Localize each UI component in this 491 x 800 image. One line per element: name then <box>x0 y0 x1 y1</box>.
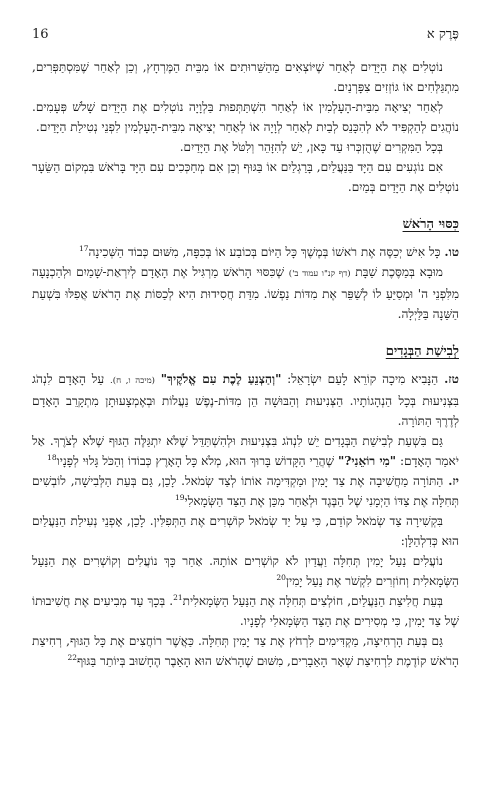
page-number: 16 <box>32 27 49 42</box>
paragraph: בְּכָל הַמִּקְרִים שֶׁהֻזְכְּרוּ עַד כָּאן, יֵשׁ לְהִזָּהֵר וְלִטֹּל אֶת הַיָּדַיִם. <box>179 140 443 154</box>
paragraph-number: טז. <box>444 372 459 386</box>
footnote-marker: 17 <box>78 243 89 253</box>
paragraph-number: טו. <box>444 245 459 259</box>
paragraph-text: מוּבָא בְּמַסֶּכֶת שַׁבָּת <box>355 265 443 279</box>
paragraph-text: . בְּכָךְ עַד מְבִיעִים אֶת חֲשִׁיבוּתוֹ שֶׁל צַד יָמִין, כִּי מְסִירִים אֶת הַצַּד הַשְּׂמָאלִי לְפָנָיו. <box>32 594 459 628</box>
page-header <box>32 26 459 48</box>
citation: (מיכה ו, ח). <box>110 376 155 386</box>
paragraph-text: גַּם בִּשְׁעַת לְבִישַׁת הַבְּגָדִים יֵשׁ לִנְהֹג בִּצְנִיעוּת וּלְהִשְׁתַּדֵּל שֶׁלֹּא יִתְגַּלֶּה הַגּוּף שֶׁלֹּא לְצֹרֶךְ. אַל יֹאמַר הָאָדָם: <box>32 434 459 468</box>
paragraph-text: כָּל אִישׁ יְכַסֶּה אֶת רֹאשׁוֹ בְּמֶשֶׁךְ כָּל הַיּוֹם בְּכוֹבַע אוֹ בְּכִפָּה, מִשּׁוּם כְּבוֹד הַשְּׁכִינָה <box>88 245 441 259</box>
quote: "מִי רוֹאֵנִי?" <box>337 454 397 468</box>
paragraph: אִם נוֹגְעִים עִם הַיָּד בַּנַּעֲלַיִם, בָּרַגְלַיִם אוֹ בַּגּוּף וְכֵן אִם מְחַכְּכִים עִם הַיָּד בָּרֹאשׁ בִּמְקוֹם הַשֵּׂעָר נוֹטְלִים אֶת הַיָּדַיִם בְּמַיִם. <box>32 160 459 194</box>
section-heading: כִּסּוּי הָרֹאשׁ <box>402 217 459 232</box>
quote: "וְהַצְנֵעַ לֶכֶת עִם אֱלֹקֶיךָ" <box>160 372 282 386</box>
paragraph-text: שֶׁהֲרֵי הַקָּדוֹשׁ בָּרוּךְ הוּא, מְלֹא כָּל הָאָרֶץ כְּבוֹדוֹ וְהַכֹּל גָּלוּי לְפָנָיו <box>56 454 338 468</box>
paragraph: לְאַחַר יְצִיאָה מִבֵּית-הָעָלְמִין אוֹ לְאַחַר הִשְׁתַּתְּפוּת בַּלְוָיָה נוֹטְלִים אֶת הַיָּדַיִם שָׁלֹשׁ פְּעָמִים. נוֹהֲגִים לְהַקְפִּיד לֹא לְהִכָּנֵס לְבַיִת לְאַחַר לְוָיָה אוֹ לְאַחַר יְצִיאָה מִבֵּית-הָעָלְמִין לִפְנֵי נְטִילַת הַיָּדַיִם. <box>32 100 459 134</box>
paragraph <box>32 551 459 591</box>
paragraph-text: הַתּוֹרָה מַחֲשִׁיבָה אֶת צַד יָמִין וּמַקְדִּימָה אוֹתוֹ לְצַד שְׂמֹאל. לָכֵן, גַּם בְּעֵת הַלְּבִישָׁה, לוֹבְשִׁים תְּחִלָּה אֶת צַדּוֹ הַיְמָנִי שֶׁל הַבֶּגֶד וּלְאַחַר מִכֵּן אֶת הַצַּד הַשְּׂמָאלִי <box>32 474 459 508</box>
document-body <box>32 57 459 671</box>
footnote-marker: 20 <box>276 572 286 582</box>
section-heading: לְבִישַׁת הַבְּגָדִים <box>385 344 459 359</box>
paragraph <box>32 591 459 631</box>
paragraph: נוֹטְלִים אֶת הַיָּדַיִם לְאַחַר שֶׁיּוֹצְאִים מֵהַשֵּׁרוּתִים אוֹ מִבֵּית הַמֶּרְחָץ, וְכֵן לְאַחַר שֶׁמִּסְתַּפְּרִים, מִתְגַּלְּחִים אוֹ גּוֹזְזִים צִפָּרְנַיִם. <box>32 60 459 94</box>
footnote-marker: 18 <box>47 452 57 462</box>
paragraph-text: שֶׁכִּסּוּי הָרֹאשׁ מַרְגִּיל אֶת הָאָדָם לְיִרְאַת-שָׁמַיִם וּלְהַכְנָעָה מִלִּפְנֵי ה' וּמְסַיֵּעַ לוֹ לְשַׁפֵּר אֶת מִדּוֹת נַפְשׁוֹ. מִדַּת חֲסִידוּת הִיא לְכַסּוֹת אֶת הָרֹאשׁ אֲפִלּוּ בִּשְׁעַת הַשֵּׁנָה בַּלַּיְלָה. <box>32 265 459 321</box>
footnote-marker: 21 <box>173 592 183 602</box>
paragraph-text: נוֹעֲלִים נַעַל יָמִין תְּחִלָּה וַעֲדַיִן לֹא קוֹשְׁרִים אוֹתָהּ. אַחַר כָּךְ נוֹעֲלִים וְקוֹשְׁרִים אֶת הַנַּעַל הַשְּׂמָאלִית וְחוֹזְרִים לִקְשֹׁר אֶת נַעַל יָמִין <box>32 554 459 588</box>
footnote-marker: 19 <box>174 492 185 502</box>
paragraph-text: עַל הָאָדָם לִנְהֹג בִּצְנִיעוּת בְּכָל הַנְהָגוֹתָיו. הַצְּנִיעוּת וְהַבּוּשָׁה הֵן מִדּוֹת-נֶפֶשׁ נַעֲלוֹת וּבְאֶמְצָעוּתָן מִתְקָרֵב הָאָדָם לְדֶרֶךְ הַתּוֹרָה. <box>32 372 459 428</box>
paragraph: בִּקְשִׁירָה צַד שְׂמֹאל קוֹדֵם, כִּי עַל יַד שְׂמֹאל קוֹשְׁרִים אֶת הַתְּפִלִּין. לָכֵן, אָפְנֵי נְעִילַת הַנַּעֲלַיִם הוּא כְּדִלְהַלָּן: <box>32 514 459 548</box>
paragraph-text: הַנָּבִיא מִיכָה קוֹרֵא לָעַם יִשְׂרָאֵל: <box>281 372 439 386</box>
paragraph-number: יז. <box>448 474 459 488</box>
paragraph <box>32 431 459 471</box>
paragraph <box>32 631 459 671</box>
footnote-marker: 22 <box>67 652 77 662</box>
paragraph <box>32 369 459 431</box>
citation: (דף קנ"ו עמוד ב') <box>288 269 351 279</box>
paragraph <box>32 242 459 262</box>
paragraph <box>32 471 459 511</box>
paragraph-text: גַּם בְּעֵת הָרְחִיצָה, מַקְדִּימִים לִרְחֹץ אֶת צַד יָמִין תְּחִלָּה. כַּאֲשֶׁר רוֹחֲצִים אֶת כָּל הַגּוּף, רְחִיצַת הָרֹאשׁ קוֹדֶמֶת לִרְחִיצַת שְׁאָר הָאֵבָרִים, מִשּׁוּם שֶׁהָרֹאשׁ הוּא הָאֵבֶר הֶחָשׁוּב בְּיוֹתֵר בַּגּוּף <box>32 634 459 668</box>
paragraph <box>32 262 459 324</box>
paragraph-text: בְּעֵת חֲלִיצַת הַנַּעֲלַיִם, חוֹלְצִים תְּחִלָּה אֶת הַנַּעַל הַשְּׂמָאלִית <box>182 594 444 608</box>
chapter-title: פֶּרֶק א <box>426 27 459 42</box>
